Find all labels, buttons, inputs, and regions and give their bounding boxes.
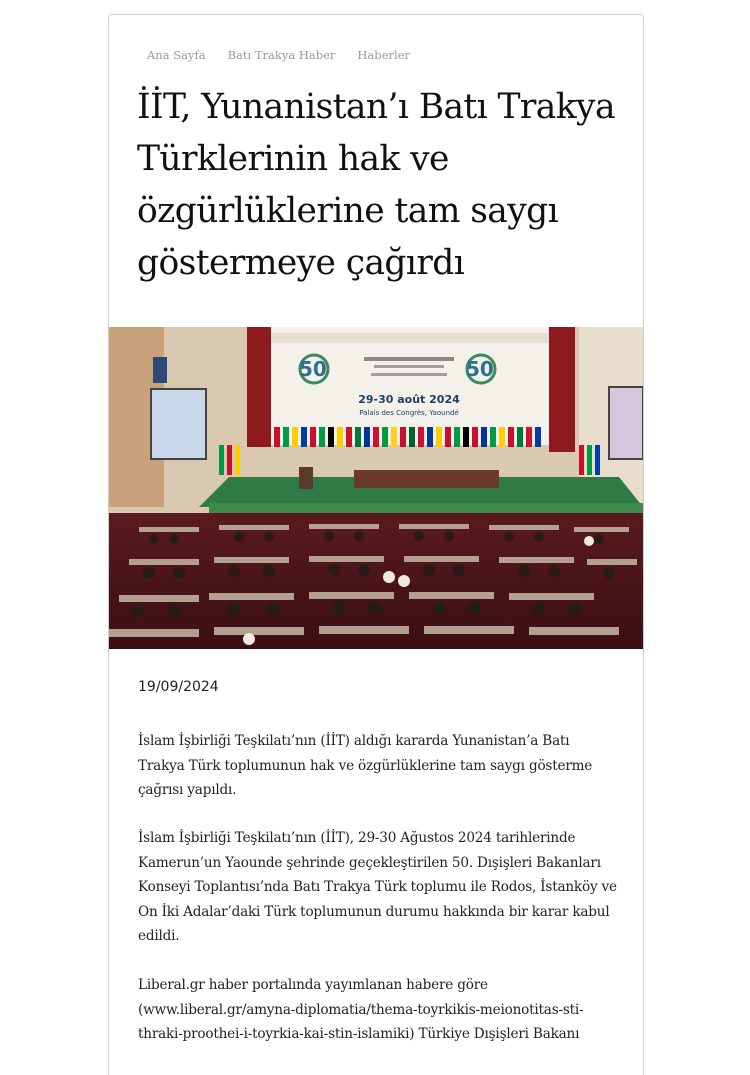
article-paragraph-2: İslam İşbirliği Teşkilatı’nın (İİT), 29-30 Ağustos 2024 tarihlerinde Kamerun’un Yaounde şehrinde geçekleştirilen 50. Dışişleri Bakanları Konseyi Toplantısı’nda Batı Trakya Türk toplumu ile Rodos, İstanköy ve On İki Adalar’daki Türk toplumunun durumu hakkında bir karar kabul edildi. (138, 830, 617, 944)
banner-number-left: 50 (299, 357, 327, 381)
article-card (108, 14, 644, 1075)
banner-date: 29-30 août 2024 (358, 393, 460, 406)
breadcrumb-category-link[interactable]: Batı Trakya Haber (227, 48, 336, 62)
breadcrumb-home-link[interactable]: Ana Sayfa (147, 48, 206, 62)
article-paragraph-1: İslam İşbirliği Teşkilatı’nın (İİT) aldığı kararda Yunanistan’a Batı Trakya Türk toplumunun hak ve özgürlüklerine tam saygı gösterme çağrısı yapıldı. (138, 733, 593, 798)
banner-venue: Palais des Congrès, Yaoundé (359, 409, 459, 417)
podium-table (354, 470, 499, 488)
banner-number-right: 50 (466, 357, 494, 381)
breadcrumb-section-link[interactable]: Haberler (357, 48, 410, 62)
article-title: İİT, Yunanistan’ı Batı Trakya Türklerinin hak ve özgürlüklerine tam saygı göstermeye çağırdı (137, 87, 615, 283)
banner-right-logo (466, 355, 495, 383)
breadcrumb (147, 48, 410, 62)
banner-left-logo (299, 355, 328, 383)
article-date: 19/09/2024 (138, 679, 219, 695)
article-paragraph-3: Liberal.gr haber portalında yayımlanan habere göre (www.liberal.gr/amyna-diplomatia/thema-toyrkikis-meionotitas-sti-thraki-proothei-i-toyrkia-kai-stin-islamiki) Türkiye Dışişleri Bakanı (138, 977, 584, 1042)
hero-photo-conference-hall (109, 327, 643, 649)
